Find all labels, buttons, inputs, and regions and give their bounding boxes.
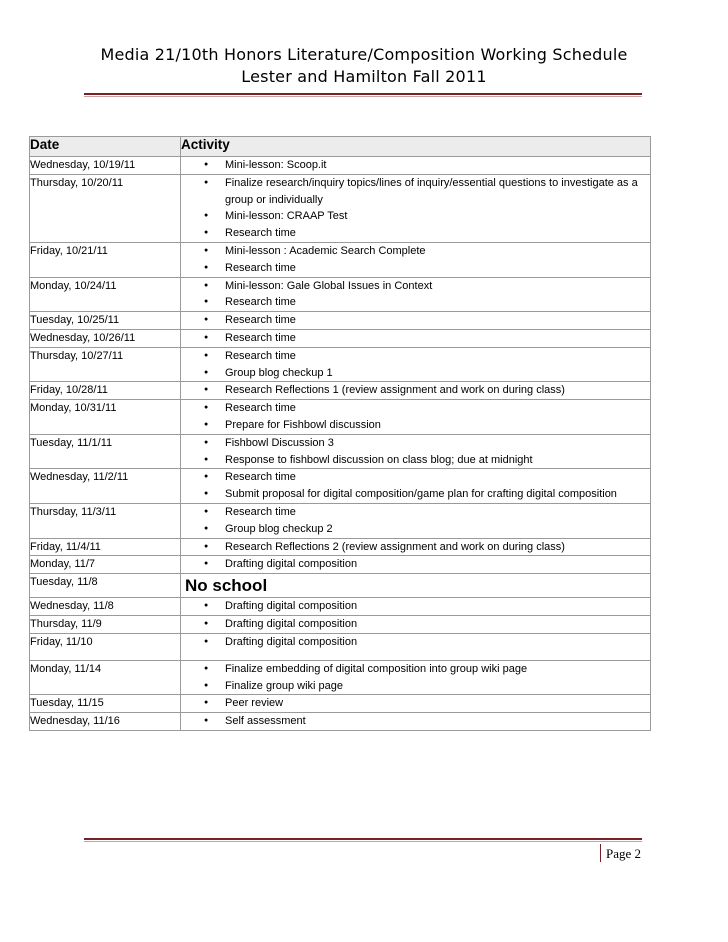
list-item: ● Finalize research/inquiry topics/lines of inquiry/essential questions to investigate as a group or individually [225, 175, 650, 209]
activity-cell [181, 157, 651, 175]
activity-list [181, 175, 650, 242]
list-item: ● Mini-lesson: CRAAP Test [225, 208, 650, 225]
activity-list [181, 382, 650, 399]
activity-list [181, 616, 650, 633]
table-header-row [30, 137, 651, 157]
activity-list [181, 634, 650, 651]
list-item: ● Mini-lesson : Academic Search Complete [225, 243, 650, 260]
date-cell: Tuesday, 11/15 [30, 695, 181, 713]
list-item: ● Prepare for Fishbowl discussion [225, 417, 650, 434]
activity-cell [181, 660, 651, 695]
activity-list [181, 695, 650, 712]
list-item: ● Drafting digital composition [225, 598, 650, 615]
activity-cell [181, 713, 651, 731]
activity-cell [181, 242, 651, 277]
date-cell: Tuesday, 11/1/11 [30, 434, 181, 469]
list-item: ● Mini-lesson: Scoop.it [225, 157, 650, 174]
date-cell: Monday, 11/7 [30, 556, 181, 574]
schedule-body [30, 157, 651, 731]
list-item: ● Research time [225, 348, 650, 365]
activity-list [181, 312, 650, 329]
activity-cell [181, 174, 651, 242]
table-row [30, 633, 651, 660]
table-row [30, 615, 651, 633]
date-cell: Friday, 11/4/11 [30, 538, 181, 556]
list-item: ● Peer review [225, 695, 650, 712]
activity-cell [181, 633, 651, 660]
activity-list [181, 469, 650, 503]
date-cell: Wednesday, 10/26/11 [30, 329, 181, 347]
table-row [30, 157, 651, 175]
activity-cell [181, 598, 651, 616]
activity-list [181, 504, 650, 538]
column-header-activity: Activity [181, 137, 651, 157]
table-row [30, 538, 651, 556]
list-item: ● Self assessment [225, 713, 650, 730]
activity-cell [181, 574, 651, 598]
list-item: ● Drafting digital composition [225, 556, 650, 573]
table-row [30, 503, 651, 538]
activity-cell [181, 469, 651, 504]
list-item: ● Mini-lesson: Gale Global Issues in Context [225, 278, 650, 295]
list-item: ● Research Reflections 2 (review assignment and work on during class) [225, 539, 650, 556]
activity-cell [181, 329, 651, 347]
activity-list [181, 556, 650, 573]
table-row [30, 242, 651, 277]
list-item: ● Group blog checkup 1 [225, 365, 650, 382]
activity-cell [181, 434, 651, 469]
activity-cell [181, 347, 651, 382]
table-row [30, 713, 651, 731]
activity-list [181, 400, 650, 434]
footer-rule [84, 838, 642, 840]
page-number: Page 2 [606, 846, 642, 861]
list-item: ● Research time [225, 504, 650, 521]
list-item: ● Research Reflections 1 (review assignment and work on during class) [225, 382, 650, 399]
no-school-note: No school [185, 576, 268, 596]
table-row [30, 469, 651, 504]
date-cell: Thursday, 11/9 [30, 615, 181, 633]
list-item: ● Group blog checkup 2 [225, 521, 650, 538]
title-line-2: Lester and Hamilton Fall 2011 [241, 67, 487, 86]
list-item: ● Research time [225, 260, 650, 277]
activity-list [181, 243, 650, 277]
activity-list [181, 330, 650, 347]
list-item: ● Drafting digital composition [225, 634, 650, 651]
table-row [30, 400, 651, 435]
list-item: ● Response to fishbowl discussion on class blog; due at midnight [225, 452, 650, 469]
title-line-1: Media 21/10th Honors Literature/Composition Working Schedule [100, 45, 628, 64]
table-row [30, 434, 651, 469]
table-row [30, 695, 651, 713]
activity-cell [181, 400, 651, 435]
activity-list [181, 435, 650, 469]
document-title [40, 44, 688, 88]
list-item: ● Research time [225, 312, 650, 329]
activity-cell [181, 538, 651, 556]
activity-list [181, 278, 650, 312]
date-cell: Monday, 11/14 [30, 660, 181, 695]
date-cell: Monday, 10/31/11 [30, 400, 181, 435]
activity-cell [181, 382, 651, 400]
list-item: ● Research time [225, 225, 650, 242]
activity-cell [181, 277, 651, 312]
date-cell: Thursday, 10/20/11 [30, 174, 181, 242]
date-cell: Monday, 10/24/11 [30, 277, 181, 312]
list-item: ● Research time [225, 469, 650, 486]
list-item: ● Research time [225, 400, 650, 417]
activity-cell [181, 695, 651, 713]
date-cell: Thursday, 10/27/11 [30, 347, 181, 382]
date-cell: Friday, 10/28/11 [30, 382, 181, 400]
table-row [30, 277, 651, 312]
list-item: ● Fishbowl Discussion 3 [225, 435, 650, 452]
activity-cell [181, 503, 651, 538]
table-row [30, 556, 651, 574]
date-cell: Friday, 11/10 [30, 633, 181, 660]
schedule-table [29, 136, 651, 731]
date-cell: Wednesday, 11/8 [30, 598, 181, 616]
date-cell: Friday, 10/21/11 [30, 242, 181, 277]
table-row [30, 329, 651, 347]
table-row [30, 660, 651, 695]
activity-list [181, 661, 650, 695]
header-rule [84, 93, 642, 95]
column-header-date: Date [30, 137, 181, 157]
activity-list [181, 348, 650, 382]
table-row [30, 347, 651, 382]
list-item: ● Research time [225, 330, 650, 347]
activity-list [181, 539, 650, 556]
list-item: ● Drafting digital composition [225, 616, 650, 633]
activity-cell [181, 556, 651, 574]
table-row [30, 598, 651, 616]
date-cell: Tuesday, 11/8 [30, 574, 181, 598]
activity-cell [181, 615, 651, 633]
activity-list [181, 598, 650, 615]
activity-cell [181, 312, 651, 330]
date-cell: Wednesday, 11/2/11 [30, 469, 181, 504]
date-cell: Wednesday, 11/16 [30, 713, 181, 731]
activity-list [181, 157, 650, 174]
date-cell: Wednesday, 10/19/11 [30, 157, 181, 175]
list-item: ● Submit proposal for digital composition/game plan for crafting digital composition [225, 486, 650, 503]
date-cell: Tuesday, 10/25/11 [30, 312, 181, 330]
table-row [30, 312, 651, 330]
list-item: ● Finalize embedding of digital composition into group wiki page [225, 661, 650, 678]
table-row [30, 382, 651, 400]
list-item: ● Finalize group wiki page [225, 678, 650, 695]
date-cell: Thursday, 11/3/11 [30, 503, 181, 538]
table-row [30, 574, 651, 598]
activity-list [181, 713, 650, 730]
table-row [30, 174, 651, 242]
list-item: ● Research time [225, 294, 650, 311]
